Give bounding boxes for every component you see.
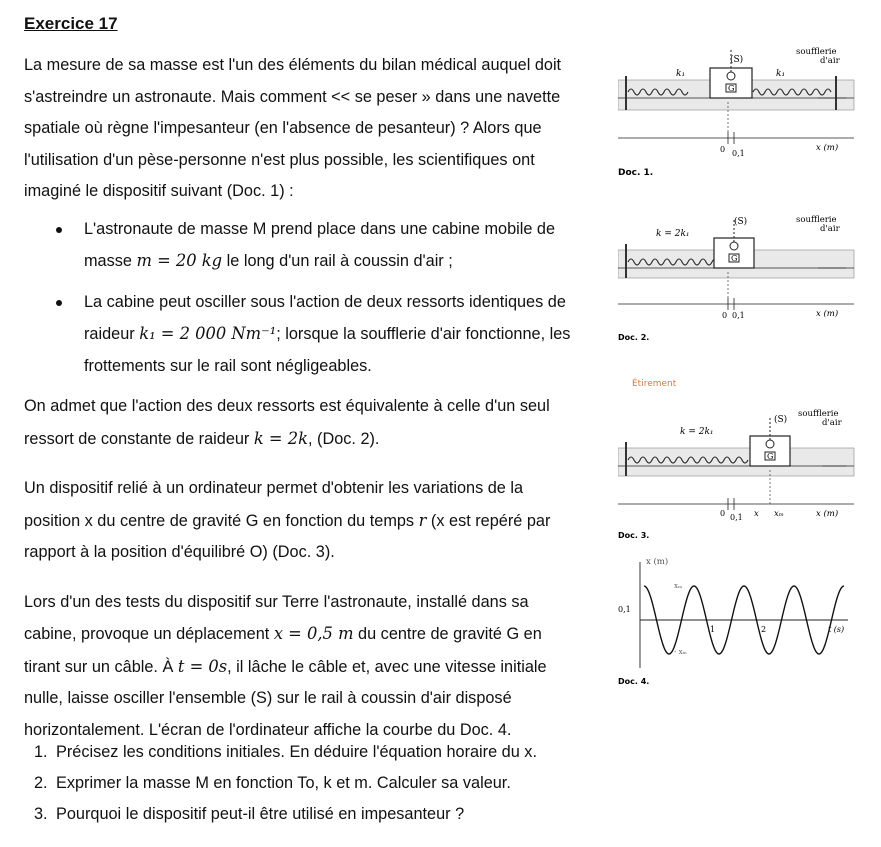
paragraph-line: horizontalement. L'écran de l'ordinateur affiche la courbe du Doc. 4. (24, 720, 512, 739)
label-k1-left: k₁ (676, 69, 686, 79)
math-expression: x = 0,5 m (273, 624, 354, 643)
math-expression: k₁ = 2 000 Nm⁻¹ (139, 324, 277, 343)
question-item (24, 737, 864, 768)
doc4-figure (618, 550, 876, 690)
doc1-label: Doc. 1. (618, 168, 654, 178)
paragraph-line: Un dispositif relié à un ordinateur permet d'obtenir les variations de la (24, 479, 524, 497)
bullet-text: La cabine peut osciller sous l'action de deux ressorts identiques de (84, 292, 566, 311)
doc1-figure (618, 20, 876, 180)
label-origin: 0 (722, 311, 728, 320)
label-axis: x (m) (816, 309, 839, 319)
intro-line: s'astreindre un astronaute. Mais comment << se peser » dans une navette (24, 87, 561, 106)
paragraph-line: rapport à la position d'équilibré O) (Doc. 3). (24, 543, 335, 561)
exercise-title: Exercice 17 (24, 14, 118, 33)
question-item (24, 768, 864, 799)
question-text: Précisez les conditions initiales. En déduire l'équation horaire du x. (56, 743, 537, 761)
bullet-text: ; lorsque la soufflerie d'air fonctionne, les (276, 325, 571, 343)
exercise-text (24, 50, 616, 746)
doc4-minus-xm: - xₘ (674, 648, 687, 656)
question-number: 2. (34, 774, 48, 792)
paragraph-line: position x du centre de gravité G en fonction du temps r (x est repéré par (24, 510, 551, 530)
label-soufflerie: soufflerie (798, 409, 839, 419)
question-text: Pourquoi le dispositif peut-il être utilisé en impesanteur ? (56, 805, 465, 823)
doc4-t2: 2 (761, 625, 767, 634)
question-list (24, 737, 864, 830)
doc4-axis: t (s) (828, 625, 845, 634)
question-text: Exprimer la masse M en fonction To, k et m. Calculer sa valeur. (56, 774, 511, 792)
label-g: G (767, 452, 774, 461)
intro-line: La mesure de sa masse est l'un des éléments du bilan médical auquel doit (24, 56, 562, 74)
label-soufflerie: soufflerie (796, 215, 837, 225)
math-expression: r (418, 510, 427, 530)
label-xm: xₘ (774, 509, 785, 519)
label-s: (S) (730, 55, 744, 65)
doc4-ylabel: x (m) (646, 557, 669, 567)
doc4-label: Doc. 4. (618, 677, 650, 686)
label-x: x (754, 509, 759, 519)
doc3-figure (618, 370, 876, 540)
label-k: k = 2k₁ (656, 229, 690, 239)
label-origin: 0 (720, 145, 726, 154)
label-origin: 0 (720, 509, 726, 518)
label-soufflerie: soufflerie (796, 47, 837, 57)
question-item (24, 799, 864, 830)
math-expression: t = 0s (177, 656, 228, 676)
bullet-item (24, 287, 616, 383)
math-expression: m = 20 kg (136, 251, 223, 270)
label-g: G (728, 84, 735, 93)
bullet-text: masse (84, 252, 137, 270)
intro-line: imaginé le dispositif suivant (Doc. 1) : (24, 182, 294, 200)
bullet-text: frottements sur le rail sont négligeables. (84, 356, 372, 375)
bullet-text: raideur (84, 325, 140, 343)
label-k: k = 2k₁ (680, 427, 714, 437)
label-dair: d'air (820, 224, 840, 234)
paragraph-line: On admet que l'action des deux ressorts est équivalente à celle d'un seul (24, 397, 550, 415)
paragraph-line: Lors d'un des tests du dispositif sur Terre l'astronaute, installé dans sa (24, 592, 529, 611)
label-dair: d'air (820, 56, 840, 66)
label-axis: x (m) (816, 509, 839, 519)
label-dair: d'air (822, 418, 842, 428)
bullet-text: L'astronaute de masse M prend place dans une cabine mobile de (84, 219, 556, 238)
label-axis: x (m) (816, 143, 839, 153)
intro-line: l'utilisation d'un pèse-personne n'est plus possible, les scientifiques ont (24, 150, 535, 169)
bullet-text: le long d'un rail à coussin d'air ; (222, 252, 453, 270)
label-tick: 0,1 (732, 311, 745, 320)
bullet-item (24, 214, 616, 278)
doc4-t1: 1 (710, 625, 716, 634)
bullet-list (24, 214, 616, 383)
intro-line: spatiale où règne l'impesanteur (en l'absence de pesanteur) ? Alors que (24, 119, 542, 137)
doc2-figure (618, 188, 876, 348)
question-number: 3. (34, 805, 48, 823)
paragraph-line: tirant sur un câble. À t = 0s, il lâche le câble et, avec une vitesse initiale (24, 656, 547, 676)
label-g: G (731, 254, 738, 263)
doc3-label: Doc. 3. (618, 531, 650, 540)
handwritten-note: Étirement (632, 379, 677, 389)
question-number: 1. (34, 743, 48, 761)
label-k1-right: k₁ (776, 69, 786, 79)
paragraph-line: nulle, laisse osciller l'ensemble (S) sur le rail à coussin d'air disposé (24, 689, 512, 707)
math-expression: k = 2k (253, 428, 308, 448)
doc2-label: Doc. 2. (618, 333, 650, 342)
label-s: (S) (774, 415, 788, 425)
doc4-xm: xₘ (674, 582, 683, 590)
doc4-ytick: 0,1 (618, 605, 631, 614)
label-tick: 0,1 (732, 149, 745, 158)
paragraph-line: cabine, provoque un déplacement x = 0,5 m du centre de gravité G en (24, 624, 542, 643)
label-tick: 0,1 (730, 513, 743, 522)
label-s: (S) (734, 217, 748, 227)
paragraph-line: ressort de constante de raideur k = 2k, (Doc. 2). (24, 428, 380, 448)
